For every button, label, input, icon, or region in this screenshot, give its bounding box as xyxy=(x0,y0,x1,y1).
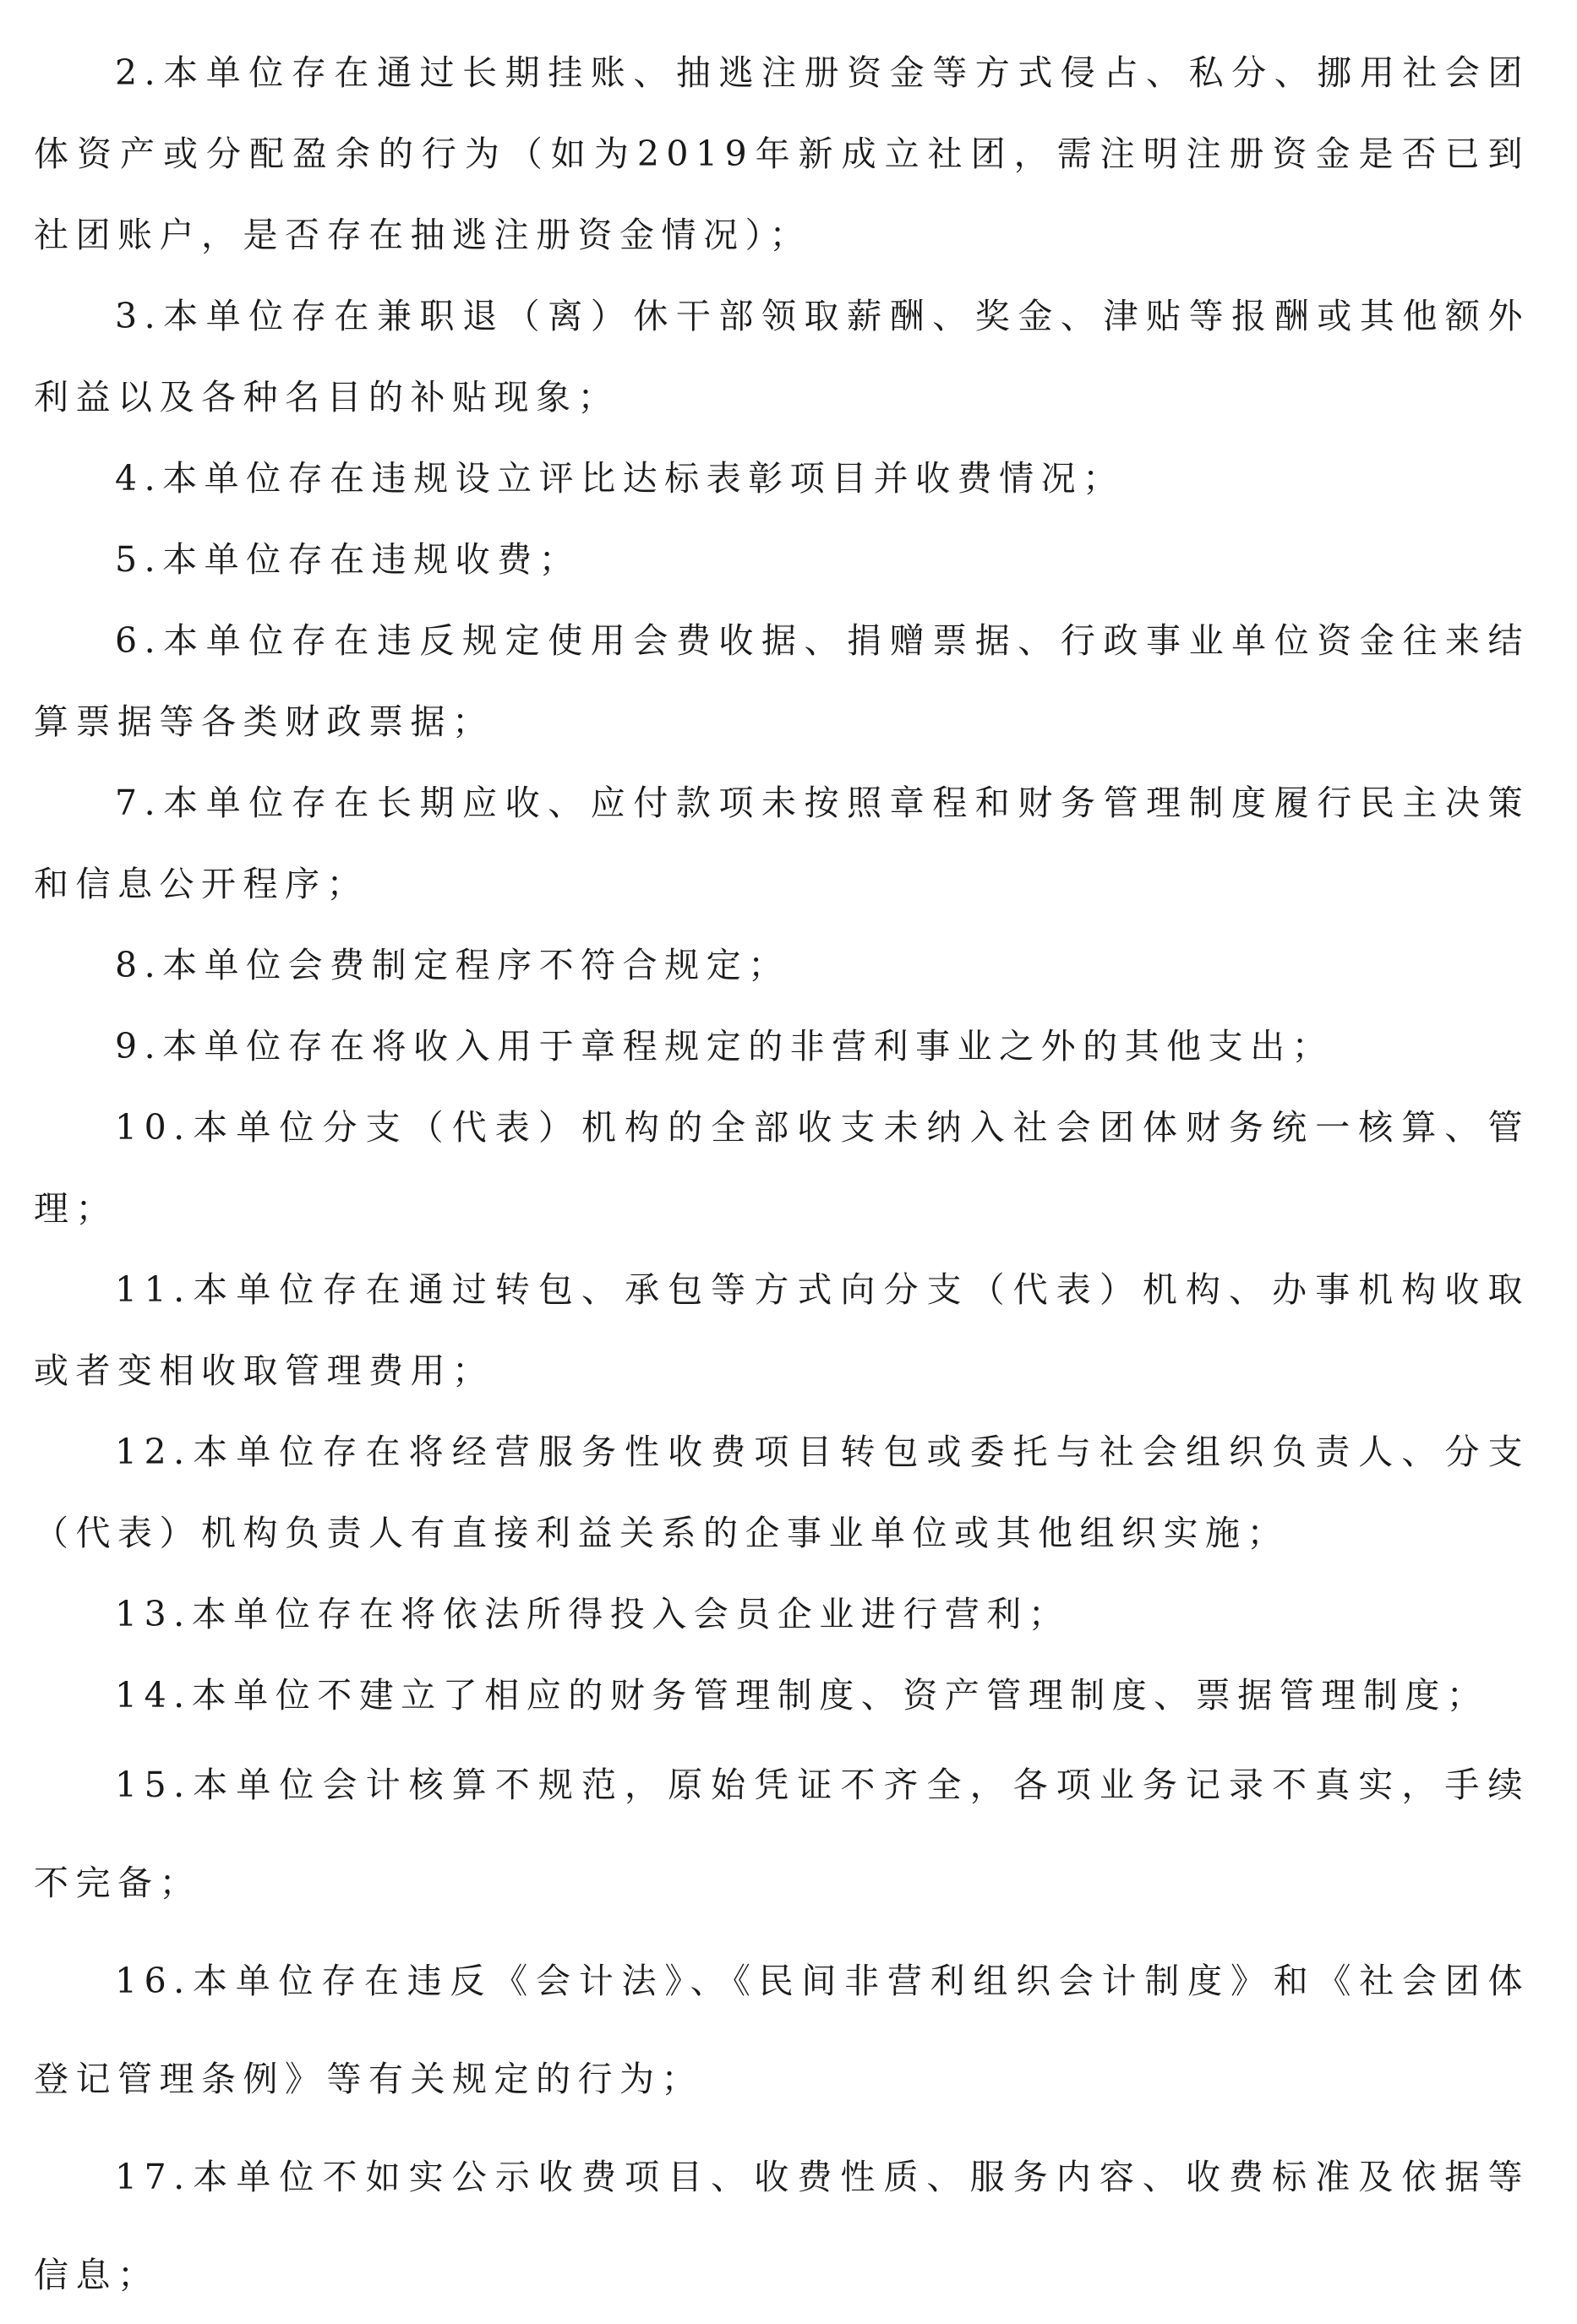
clause-3: 3.本单位存在兼职退（离）休干部领取薪酬、奖金、津贴等报酬或其他额外利益以及各种名目的补贴现象； xyxy=(34,296,1530,417)
clause-6: 6.本单位存在违反规定使用会费收据、捐赠票据、行政事业单位资金往来结算票据等各类财政票据； xyxy=(34,620,1530,742)
clause-13: 13.本单位存在将依法所得投入会员企业进行营利； xyxy=(115,1594,1071,1634)
clause-15: 15.本单位会计核算不规范，原始凭证不齐全，各项业务记录不真实，手续不完备； xyxy=(34,1765,1530,1903)
clause-2: 2.本单位存在通过长期挂账、抽逃注册资金等方式侵占、私分、挪用社会团体资产或分配盈余的行为（如为2019年新成立社团，需注明注册资金是否已到社团账户，是否存在抽逃注册资金情况）； xyxy=(34,52,1530,255)
clause-12: 12.本单位存在将经营服务性收费项目转包或委托与社会组织负责人、分支（代表）机构负责人有直接利益关系的企事业单位或其他组织实施； xyxy=(34,1432,1530,1553)
clause-14: 14.本单位不建立了相应的财务管理制度、资产管理制度、票据管理制度； xyxy=(115,1675,1489,1716)
clause-11: 11.本单位存在通过转包、承包等方式向分支（代表）机构、办事机构收取或者变相收取管理费用； xyxy=(34,1269,1530,1391)
clause-17: 17.本单位不如实公示收费项目、收费性质、服务内容、收费标准及依据等信息； xyxy=(34,2157,1530,2295)
clause-7: 7.本单位存在长期应收、应付款项未按照章程和财务管理制度履行民主决策和信息公开程序； xyxy=(34,783,1530,904)
clause-4: 4.本单位存在违规设立评比达标表彰项目并收费情况； xyxy=(115,458,1125,499)
clause-9: 9.本单位存在将收入用于章程规定的非营利事业之外的其他支出； xyxy=(115,1026,1334,1067)
clause-10: 10.本单位分支（代表）机构的全部收支未纳入社会团体财务统一核算、管理； xyxy=(34,1107,1530,1229)
clause-8: 8.本单位会费制定程序不符合规定； xyxy=(115,945,790,985)
clause-16: 16.本单位存在违反《会计法》、《民间非营利组织会计制度》和《社会团体登记管理条例》等有关规定的行为； xyxy=(34,1961,1530,2099)
clause-5: 5.本单位存在违规收费； xyxy=(115,539,581,580)
document-page xyxy=(34,32,1530,2324)
